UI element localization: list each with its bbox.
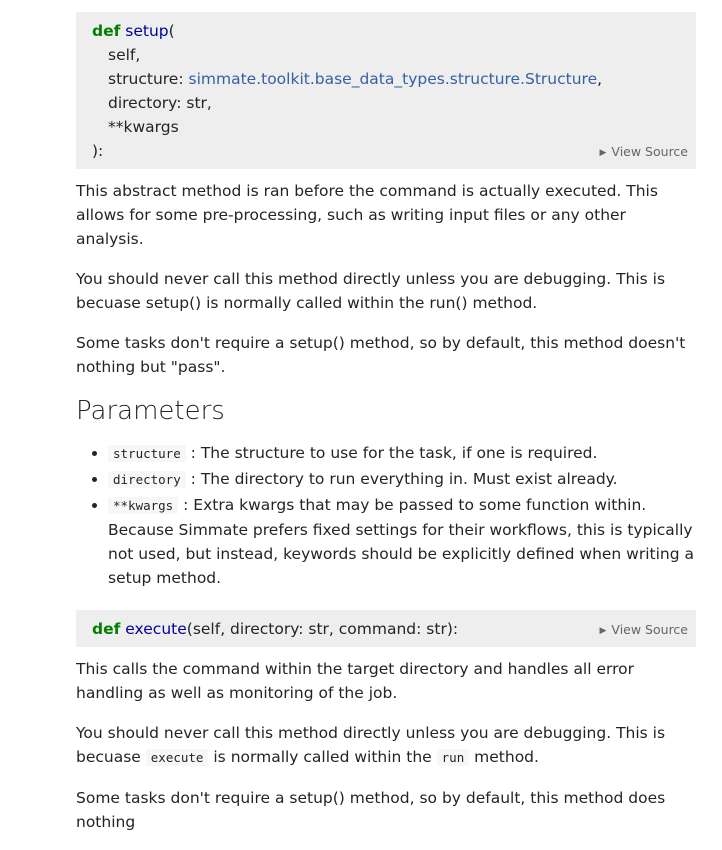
- setup-signature: [76, 12, 696, 169]
- setup-description-2: You should never call this method directly unless you are debugging. This is becuase setup() is normally called within the run() method.: [76, 270, 666, 312]
- method-docs: [76, 12, 696, 850]
- parameter-item: [108, 441, 696, 466]
- execute-description-3: Some tasks don't require a setup() method, so by default, this method does nothing: [76, 789, 666, 831]
- parameter-code: **kwargs: [108, 497, 178, 514]
- parameter-item: [108, 467, 696, 492]
- execute-signature: [76, 610, 696, 647]
- def-keyword: def: [92, 620, 121, 638]
- type-suffix: ,: [597, 70, 603, 88]
- text-span: You should never call this method directly unless you are debugging. This is becuase: [76, 724, 666, 766]
- setup-description-3: Some tasks don't require a setup() method, so by default, this method doesn't nothing but "pass".: [76, 334, 686, 376]
- text-span: method.: [469, 748, 539, 766]
- param-kwargs: **kwargs: [108, 118, 179, 136]
- text-span: is normally called within the: [208, 748, 437, 766]
- inline-code-run: run: [437, 749, 470, 766]
- signature-first-line: [92, 19, 680, 43]
- parameter-description: : The directory to run everything in. Must exist already.: [190, 470, 618, 488]
- parameter-description: : The structure to use for the task, if one is required.: [190, 444, 598, 462]
- disclosure-triangle-icon: ▶: [599, 626, 607, 636]
- structure-type-link[interactable]: simmate.toolkit.base_data_types.structure.Structure: [188, 70, 598, 88]
- param-structure-name: structure:: [108, 70, 189, 88]
- disclosure-triangle-icon: ▶: [599, 148, 607, 158]
- signature-close: ):: [92, 142, 104, 160]
- parameters-heading: Parameters: [76, 396, 225, 426]
- view-source-label: View Source: [611, 144, 688, 159]
- execute-description-2: [76, 721, 696, 770]
- param-structure: [92, 67, 680, 91]
- view-source-toggle-setup[interactable]: [600, 144, 689, 161]
- signature-line: [92, 617, 680, 641]
- parameter-item: [108, 493, 696, 590]
- parameter-code: directory: [108, 471, 186, 488]
- parameter-description: : Extra kwargs that may be passed to some function within. Because Simmate prefers fixed settings for their workflows, this is typically not used, but instead, keywords should be explicitly defined when writing a setup method.: [108, 496, 695, 587]
- parameter-code: structure: [108, 445, 186, 462]
- parameters-list: [76, 441, 696, 590]
- param-self: self,: [108, 46, 141, 64]
- setup-description-1: This abstract method is ran before the command is actually executed. This allows for some pre-processing, such as writing input files or any other analysis.: [76, 182, 658, 248]
- def-keyword: def: [92, 22, 121, 40]
- open-paren: (: [168, 22, 175, 40]
- view-source-toggle-execute[interactable]: [600, 622, 689, 639]
- function-name-setup: setup: [125, 22, 169, 40]
- view-source-label: View Source: [611, 622, 688, 637]
- inline-code-execute: execute: [146, 749, 209, 766]
- execute-description-1: This calls the command within the target directory and handles all error handling as well as monitoring of the job.: [76, 660, 634, 702]
- execute-args: (self, directory: str, command: str):: [186, 620, 459, 638]
- param-directory: directory: str,: [108, 94, 212, 112]
- function-name-execute: execute: [125, 620, 187, 638]
